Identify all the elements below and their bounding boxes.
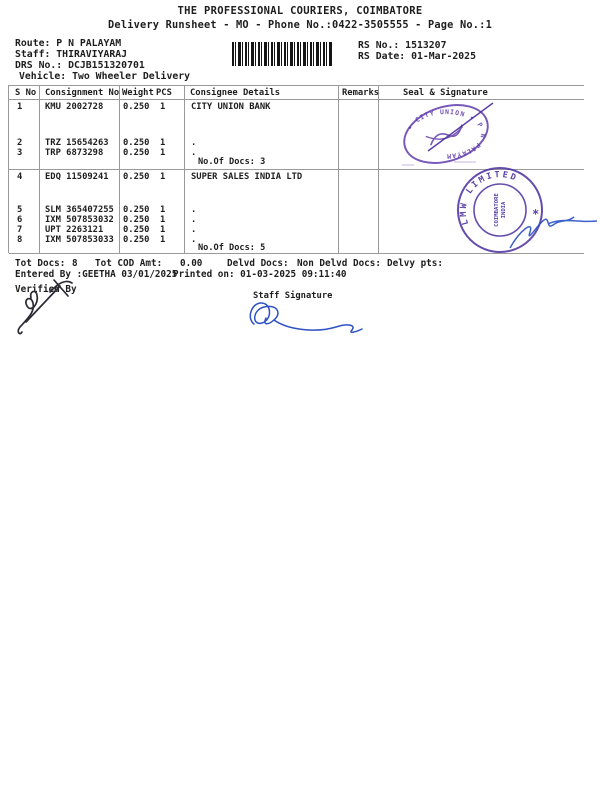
col-header-consignee: Consignee Details — [190, 88, 281, 98]
group2-docs-note: No.Of Docs: 5 — [198, 243, 266, 253]
cell-weight: 0.250 — [123, 148, 150, 158]
col-header-pcs: PCS — [156, 88, 172, 98]
non-delvd-label: Non Delvd Docs: — [297, 258, 381, 269]
cell-pcs: 1 — [160, 148, 166, 158]
header-divider-line — [9, 99, 584, 100]
cell-consignee: . — [191, 148, 197, 158]
cell-pcs: 1 — [160, 225, 166, 235]
lmw-stamp-ring-text: LMW LIMITED — [458, 170, 520, 226]
cell-consignee: . — [191, 235, 197, 245]
page-title: THE PROFESSIONAL COURIERS, COIMBATORE — [177, 5, 423, 17]
tot-docs-label: Tot Docs: — [15, 258, 66, 269]
cell-consignment: EDQ 11509241 — [45, 172, 109, 182]
route-line: Route: P N PALAYAM — [15, 38, 122, 49]
col-header-sno: S No — [15, 88, 37, 98]
col-line-1 — [39, 86, 40, 253]
cell-consignment: TRZ 15654263 — [45, 138, 109, 148]
cell-pcs: 1 — [160, 235, 166, 245]
cell-consignment: IXM 507853032 — [45, 215, 114, 225]
cell-sno: 2 — [17, 138, 23, 148]
group-divider-line — [9, 169, 584, 170]
cod-label: Tot COD Amt: — [95, 258, 163, 269]
staff-signature-label: Staff Signature — [253, 291, 333, 301]
lmw-stamp-city: COIMBATORE — [494, 193, 500, 227]
staff-signature — [238, 296, 373, 340]
rs-date-line: RS Date: 01-Mar-2025 — [358, 51, 476, 62]
cell-sno: 3 — [17, 148, 23, 158]
rs-barcode — [232, 42, 333, 66]
col-header-seal: Seal & Signature — [403, 88, 488, 98]
consignment-table — [8, 85, 584, 253]
rs-no-line: RS No.: 1513207 — [358, 40, 447, 51]
cell-sno: 4 — [17, 172, 23, 182]
cell-consignment: KMU 2002728 — [45, 102, 104, 112]
cell-sno: 8 — [17, 235, 23, 245]
cell-consignee: . — [191, 205, 197, 215]
printed-on-line: Printed on: 01-03-2025 09:11:40 — [173, 269, 347, 280]
cell-pcs: 1 — [160, 102, 166, 112]
drs-no-line: DRS No.: DCJB151320701 — [15, 60, 145, 71]
cell-pcs: 1 — [160, 138, 166, 148]
cell-weight: 0.250 — [123, 138, 150, 148]
cell-pcs: 1 — [160, 172, 166, 182]
col-header-consignment: Consignment No — [45, 88, 120, 98]
delvd-label: Delvd Docs: — [227, 258, 289, 269]
cell-consignment: UPT 2263121 — [45, 225, 104, 235]
staff-line: Staff: THIRAVIYARAJ — [15, 49, 128, 60]
cell-consignee: . — [191, 225, 197, 235]
cell-consignee: SUPER SALES INDIA LTD — [191, 172, 303, 182]
cod-value: 0.00 — [180, 258, 203, 269]
cell-consignment: TRP 6873298 — [45, 148, 104, 158]
cell-consignee: . — [191, 138, 197, 148]
cell-weight: 0.250 — [123, 215, 150, 225]
verified-by-label: Verified By — [15, 284, 77, 295]
consignee-stamp-ring-text: • CITY UNION • P N PALAYAM — [405, 107, 488, 161]
entered-by-line: Entered By :GEETHA 03/01/2025 — [15, 269, 178, 280]
cell-weight: 0.250 — [123, 172, 150, 182]
cell-sno: 1 — [17, 102, 23, 112]
col-header-weight: Weight — [122, 88, 154, 98]
cell-consignee: . — [191, 215, 197, 225]
cell-sno: 7 — [17, 225, 23, 235]
cell-consignment: SLM 365407255 — [45, 205, 114, 215]
cell-consignment: IXM 507853033 — [45, 235, 114, 245]
cell-sno: 5 — [17, 205, 23, 215]
cell-weight: 0.250 — [123, 235, 150, 245]
col-header-remarks: Remarks — [342, 88, 380, 98]
delvy-pts-label: Delvy pts: — [387, 258, 443, 269]
group1-docs-note: No.Of Docs: 3 — [198, 157, 266, 167]
cell-weight: 0.250 — [123, 205, 150, 215]
col-line-4 — [338, 86, 339, 253]
cell-weight: 0.250 — [123, 102, 150, 112]
cell-weight: 0.250 — [123, 225, 150, 235]
lmw-stamp-country: INDIA — [501, 201, 507, 219]
page-subtitle: Delivery Runsheet - MO - Phone No.:0422-3505555 - Page No.:1 — [108, 19, 492, 31]
tot-docs-value: 8 — [72, 258, 78, 269]
cell-pcs: 1 — [160, 205, 166, 215]
cell-consignee: CITY UNION BANK — [191, 102, 271, 112]
col-line-3 — [184, 86, 185, 253]
table-bottom-line — [9, 253, 584, 254]
col-line-2 — [119, 86, 120, 253]
cell-pcs: 1 — [160, 215, 166, 225]
col-line-5 — [378, 86, 379, 253]
cell-sno: 6 — [17, 215, 23, 225]
vehicle-line: Vehicle: Two Wheeler Delivery — [19, 71, 191, 82]
lmw-stamp-star: * — [532, 207, 540, 221]
